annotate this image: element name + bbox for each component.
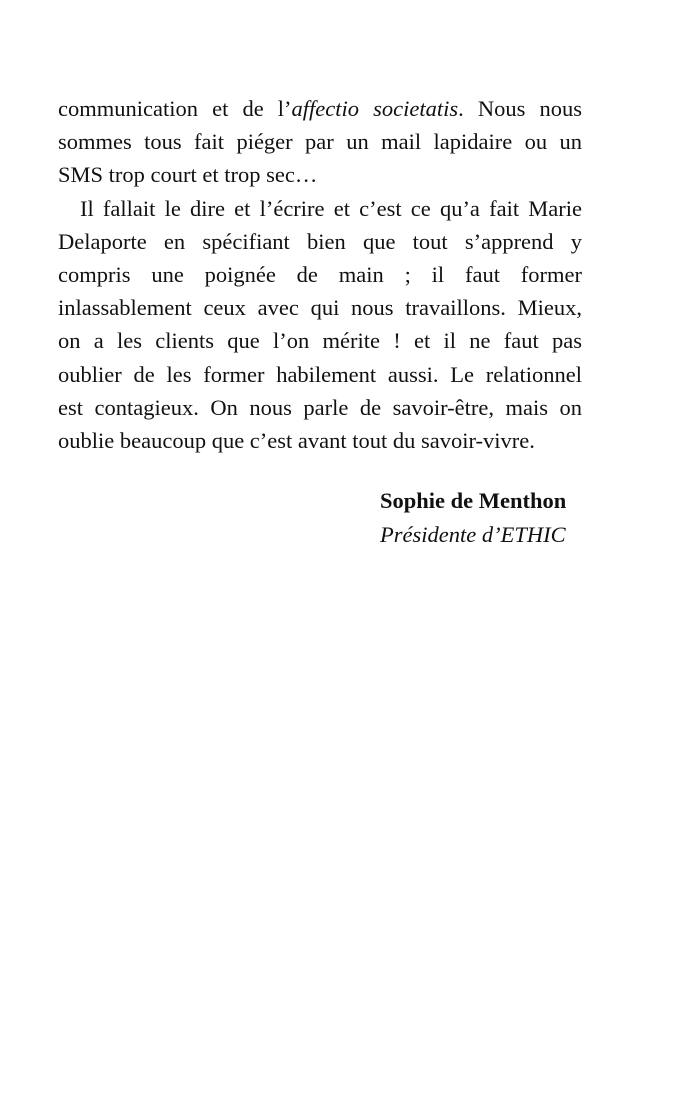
paragraph-1 [58, 92, 582, 192]
italic-term: affectio societatis [291, 96, 459, 121]
signature-title: Présidente d’ETHIC [380, 522, 566, 547]
text-line: on a les clients que l’on mérite ! et il ne faut pas [58, 328, 582, 354]
text-line: oublie beaucoup que c’est avant tout du savoir-vivre. [58, 428, 535, 454]
signature-name: Sophie de Menthon [380, 488, 567, 513]
text-line: oublier de les former habilement aussi. Le relationnel [58, 361, 582, 387]
text-line: Il fallait le dire et l’écrire et c’est ce qu’a fait Marie [80, 195, 582, 221]
text-run: communication et de l’ [58, 96, 292, 121]
paragraph-2 [58, 192, 582, 458]
text-line [58, 92, 582, 125]
document-body [58, 92, 582, 457]
text-line: SMS trop court et trop sec… [58, 162, 318, 188]
text-line: Delaporte en spécifiant bien que tout s’apprend y [58, 228, 582, 254]
text-line: inlassablement ceux avec qui nous travaillons. Mieux, [58, 295, 582, 321]
text-run: . Nous nous [458, 96, 583, 121]
text-line: sommes tous fait piéger par un mail lapidaire ou un [58, 129, 582, 155]
text-line: est contagieux. On nous parle de savoir-être, mais on [58, 394, 582, 420]
text-line: compris une poignée de main ; il faut former [58, 262, 582, 288]
signature-block [380, 484, 566, 552]
